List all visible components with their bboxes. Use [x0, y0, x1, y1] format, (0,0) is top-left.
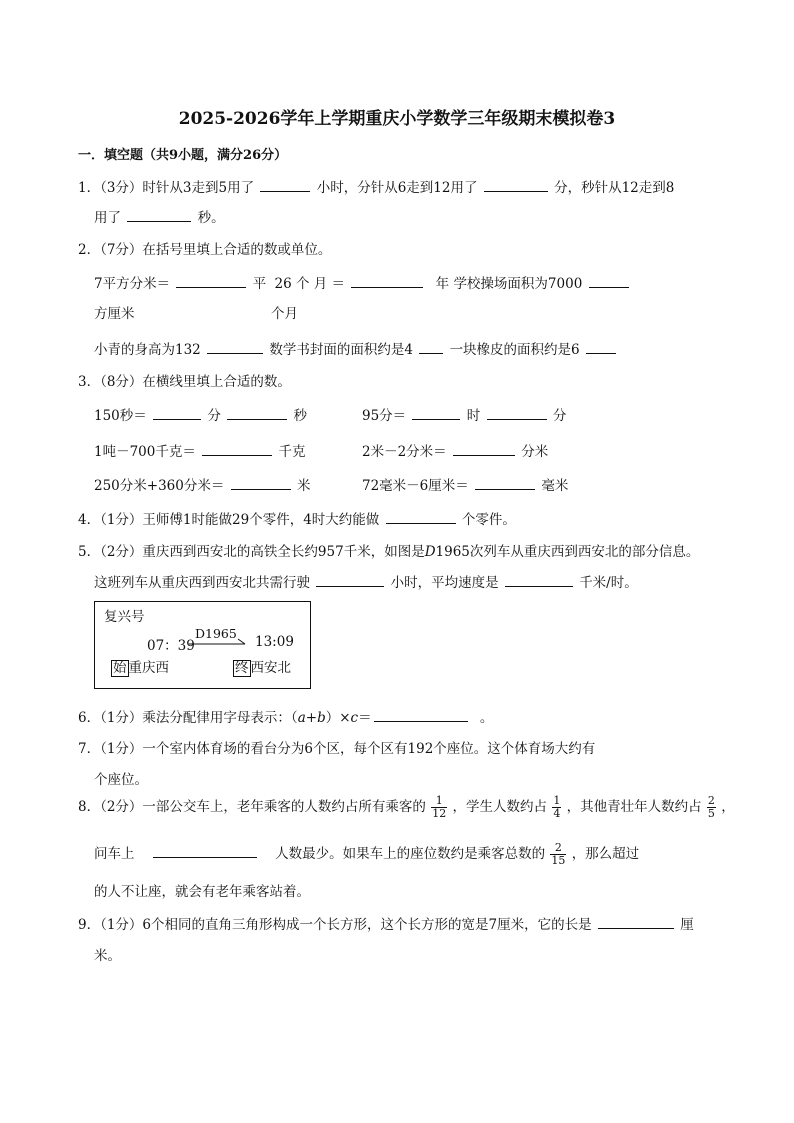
q5-blank-speed[interactable] — [505, 572, 573, 587]
end-tag: 终 — [235, 660, 249, 676]
q3-text: 毫米 — [541, 478, 569, 494]
fraction-1-4: $\frac{1}{4}$ — [553, 794, 561, 820]
q3-text: 250分米+360分米＝ — [94, 478, 225, 494]
q6-blank[interactable] — [374, 707, 468, 722]
q8-text: 人数最少。如果车上的座位数约是乘客总数的 — [275, 846, 546, 862]
q3-text: 分米 — [521, 444, 549, 460]
train-start — [111, 656, 169, 677]
train-number: D1965 — [195, 626, 237, 641]
q8-blank[interactable] — [153, 843, 257, 858]
question-2-head: 2．（7分）在括号里填上合适的数或单位。 — [78, 242, 332, 258]
q2-blank-5[interactable] — [419, 339, 443, 354]
q3-blank[interactable] — [475, 475, 535, 490]
question-7-line-1: 7．（1分）一个室内体育场的看台分为6个区，每个区有192个座位。这个体育场大约有 — [78, 741, 596, 757]
end-station: 西安北 — [250, 660, 291, 676]
train-brand: 复兴号 — [104, 609, 145, 625]
q9-text: 厘 — [680, 917, 694, 933]
q3-text: 2米－2分米＝ — [362, 444, 447, 460]
q3-blank[interactable] — [202, 441, 272, 456]
q1-text: 1．（3分）时针从3走到5用了 — [78, 180, 255, 196]
train-departure-time: 07：39 — [147, 638, 195, 654]
q6-text: ）× — [325, 710, 351, 726]
q3-text: 95分＝ — [362, 408, 407, 424]
q2-text: 26 个 月 ＝ — [274, 276, 346, 292]
q2-text: 个月 — [271, 306, 298, 322]
q5-text: 这班列车从重庆西到西安北共需行驶 — [94, 575, 310, 591]
train-info-box — [94, 601, 311, 689]
q3-blank[interactable] — [487, 405, 547, 420]
q3-row-1-right — [362, 404, 566, 424]
q2-blank-1[interactable] — [176, 273, 246, 288]
q3-row-2-right — [362, 440, 548, 460]
q6-text: 6．（1分）乘法分配律用字母表示：（ — [78, 710, 298, 726]
q2-text: 数学书封面的面积约是4 — [269, 342, 413, 358]
question-2-row-3 — [94, 338, 618, 358]
q5-text: 5．（2分）重庆西到西安北的高铁全长约957千米，如图是 — [78, 544, 425, 560]
question-5-line-2 — [94, 571, 638, 591]
q8-text: 问车上 — [94, 846, 135, 862]
q6-text: + — [305, 710, 318, 726]
q1-blank-hours[interactable] — [260, 177, 310, 192]
q6-text: 。 — [479, 710, 494, 726]
q3-text: 分 — [552, 408, 567, 424]
q3-blank[interactable] — [227, 405, 287, 420]
question-5-line-1 — [78, 540, 699, 560]
q3-text: 米 — [296, 478, 311, 494]
question-1-line-2 — [94, 206, 225, 226]
q1-blank-minutes[interactable] — [484, 177, 548, 192]
q1-blank-seconds[interactable] — [127, 207, 191, 222]
q8-text: 8．（2分）一部公交车上，老年乘客的人数约占所有乘客的 — [78, 799, 426, 815]
q9-text: 9．（1分）6个相同的直角三角形构成一个长方形，这个长方形的宽是7厘米，它的长是 — [78, 917, 592, 933]
page-title: 2025-2026学年上学期重庆小学数学三年级期末模拟卷3 — [178, 109, 616, 129]
q6-var: a — [297, 710, 306, 726]
q3-text: 1吨－700千克＝ — [94, 444, 196, 460]
question-8-line-2 — [94, 842, 639, 867]
q8-text: ，那么超过 — [571, 846, 640, 862]
fraction-1-12: $\frac{1}{12}$ — [432, 794, 447, 820]
q1-text: 小时，分针从6走到12用了 — [316, 180, 478, 196]
q5-text: 1965次列车从重庆西到西安北的部分信息。 — [435, 544, 700, 560]
q3-text: 千克 — [278, 444, 306, 460]
q3-text: 分 — [207, 408, 221, 424]
q2-blank-2[interactable] — [351, 273, 423, 288]
question-3-head: 3．（8分）在横线里填上合适的数。 — [78, 374, 291, 390]
q2-text: 7平方分米＝ — [94, 276, 171, 292]
q2-blank-4[interactable] — [207, 339, 263, 354]
question-9-line-2: 米。 — [94, 948, 121, 964]
question-6 — [78, 706, 493, 726]
q6-text: ＝ — [358, 710, 372, 726]
question-7-line-2: 个座位。 — [94, 772, 148, 788]
q4-text: 个零件。 — [461, 512, 516, 528]
q3-row-2-left — [94, 440, 305, 460]
q3-text: 秒 — [293, 408, 307, 424]
q2-text: 平 — [252, 276, 267, 292]
q8-text: ，其他青壮年人数约占 — [566, 799, 702, 815]
q3-row-3-left — [94, 474, 310, 494]
q3-blank[interactable] — [412, 405, 460, 420]
question-9-line-1 — [78, 913, 694, 933]
question-8-line-3: 的人不让座，就会有老年乘客站着。 — [94, 884, 310, 900]
question-8-line-1 — [78, 795, 735, 820]
q5-text: 千米/时。 — [579, 575, 638, 591]
fraction-2-15: $\frac{2}{15}$ — [551, 841, 566, 867]
question-2-row-1 — [94, 272, 631, 292]
q1-text: 秒。 — [197, 210, 225, 226]
q5-blank-hours[interactable] — [316, 572, 384, 587]
question-1-line-1 — [78, 176, 674, 196]
question-4 — [78, 508, 516, 528]
fraction-2-5: $\frac{2}{5}$ — [707, 794, 715, 820]
start-station: 重庆西 — [128, 660, 169, 676]
train-arrival-time: 13:09 — [255, 634, 294, 650]
q4-text: 4．（1分）王师傅1时能做29个零件，4时大约能做 — [78, 512, 380, 528]
train-end — [233, 656, 291, 677]
q5-text: D — [424, 544, 436, 560]
q3-row-3-right — [362, 474, 568, 494]
q6-var: c — [350, 710, 359, 726]
q4-blank[interactable] — [386, 509, 456, 524]
q2-blank-3[interactable] — [589, 273, 629, 288]
q2-text: 一块橡皮的面积约是6 — [449, 342, 580, 358]
q3-blank[interactable] — [231, 475, 291, 490]
q9-blank[interactable] — [598, 914, 674, 929]
q2-text: 学校操场面积为7000 — [453, 276, 583, 292]
q1-text: 分，秒针从12走到8 — [554, 180, 675, 196]
q3-text: 72毫米－6厘米＝ — [362, 478, 469, 494]
q3-row-1-left — [94, 404, 307, 424]
q8-text: ， — [721, 799, 735, 815]
q3-blank[interactable] — [153, 405, 201, 420]
q2-text: 年 — [435, 276, 450, 292]
q3-text: 150秒＝ — [94, 408, 147, 424]
q2-text: 小青的身高为132 — [94, 342, 201, 358]
q1-text: 用了 — [94, 210, 121, 226]
section-heading: 一．填空题（共9小题，满分26分） — [78, 148, 288, 163]
q3-blank[interactable] — [453, 441, 515, 456]
q6-var: b — [317, 710, 326, 726]
q5-text: 小时，平均速度是 — [390, 575, 499, 591]
q2-blank-6[interactable] — [586, 339, 616, 354]
train-arrow-icon — [189, 638, 249, 648]
q3-text: 时 — [466, 408, 481, 424]
q2-text: 方厘米 — [94, 306, 135, 322]
start-tag: 始 — [113, 660, 127, 676]
q8-text: ，学生人数约占 — [452, 799, 548, 815]
